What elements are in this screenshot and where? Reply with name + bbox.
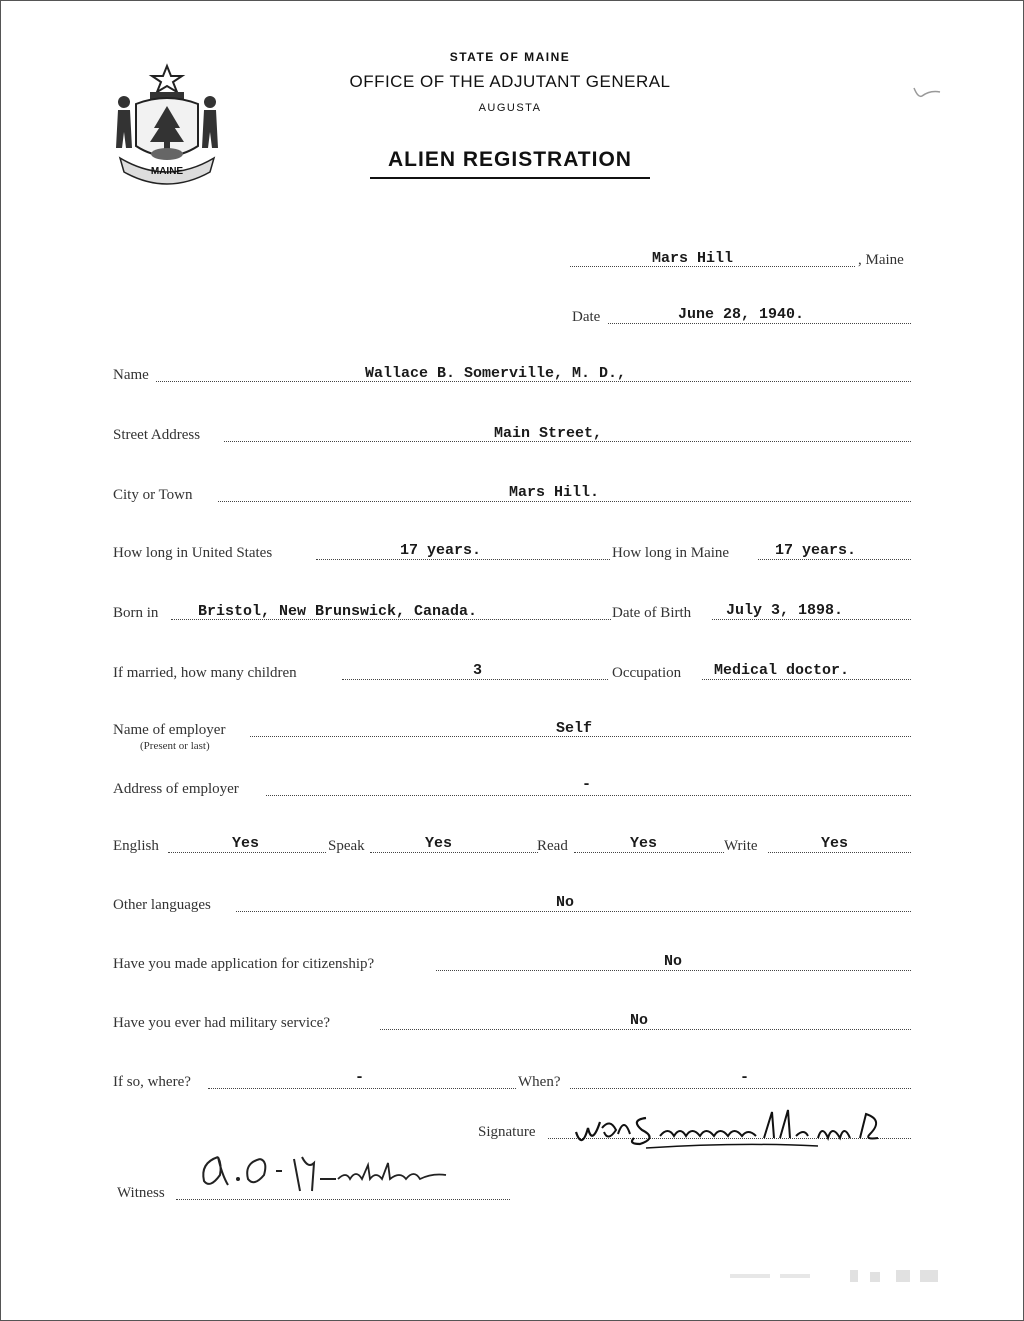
military-line — [380, 1029, 911, 1030]
employer-address-value: - — [582, 776, 592, 793]
occupation-label: Occupation — [612, 665, 682, 681]
other-languages-label: Other languages — [113, 897, 211, 913]
employer-sublabel: (Present or last) — [140, 740, 210, 752]
employer-label: Name of employer — [113, 722, 226, 738]
witness-label: Witness — [117, 1185, 165, 1201]
when-label: When? — [518, 1074, 561, 1090]
read-value: Yes — [630, 835, 658, 852]
city-line — [218, 501, 911, 502]
date-of-birth-value: July 3, 1898. — [726, 602, 844, 619]
where-line — [208, 1088, 516, 1089]
military-label: Have you ever had military service? — [113, 1015, 330, 1031]
write-line — [768, 852, 911, 853]
citizenship-line — [436, 970, 911, 971]
date-label: Date — [572, 309, 601, 325]
born-in-label: Born in — [113, 605, 159, 621]
english-label: English — [113, 838, 159, 854]
other-languages-line — [236, 911, 911, 912]
english-line — [168, 852, 326, 853]
witness-line — [176, 1199, 510, 1200]
street-address-value: Main Street, — [494, 425, 603, 442]
how-long-maine-line — [758, 559, 911, 560]
street-address-label: Street Address — [113, 427, 201, 443]
children-line — [342, 679, 608, 680]
place-suffix: , Maine — [858, 252, 904, 268]
name-value: Wallace B. Somerville, M. D., — [365, 365, 627, 382]
where-label: If so, where? — [113, 1074, 191, 1090]
how-long-maine-label: How long in Maine — [612, 545, 730, 561]
how-long-maine-value: 17 years. — [775, 542, 857, 559]
when-line — [570, 1088, 911, 1089]
place-value: Mars Hill — [652, 250, 734, 267]
date-of-birth-line — [712, 619, 911, 620]
signature-handwriting — [568, 1098, 908, 1160]
speak-label: Speak — [328, 838, 365, 854]
check-mark-icon — [912, 82, 942, 102]
state-heading: STATE OF MAINE — [449, 50, 571, 64]
faded-stamp-marks — [720, 1268, 980, 1286]
when-value: - — [740, 1069, 750, 1086]
city-heading: AUGUSTA — [478, 102, 542, 114]
write-label: Write — [724, 838, 758, 854]
where-value: - — [355, 1069, 365, 1086]
military-value: No — [630, 1012, 649, 1029]
other-languages-value: No — [556, 894, 575, 911]
citizenship-value: No — [664, 953, 683, 970]
employer-address-line — [266, 795, 911, 796]
occupation-line — [702, 679, 911, 680]
seal-ribbon-text: MAINE — [150, 166, 184, 177]
witness-handwriting — [196, 1145, 466, 1197]
date-line — [608, 323, 911, 324]
city-label: City or Town — [113, 487, 193, 503]
name-label: Name — [113, 367, 149, 383]
maine-state-seal-icon — [106, 62, 228, 190]
employer-address-label: Address of employer — [113, 781, 239, 797]
children-label: If married, how many children — [113, 665, 297, 681]
children-value: 3 — [473, 662, 483, 679]
employer-value: Self — [556, 720, 593, 737]
write-value: Yes — [821, 835, 849, 852]
speak-line — [370, 852, 538, 853]
how-long-us-label: How long in United States — [113, 545, 273, 561]
title-underline — [370, 177, 650, 179]
form-title: ALIEN REGISTRATION — [388, 148, 632, 171]
citizenship-label: Have you made application for citizenship? — [113, 956, 375, 972]
how-long-us-value: 17 years. — [400, 542, 482, 559]
signature-label: Signature — [478, 1124, 536, 1140]
speak-value: Yes — [425, 835, 453, 852]
read-line — [574, 852, 724, 853]
date-value: June 28, 1940. — [678, 306, 805, 323]
born-in-value: Bristol, New Brunswick, Canada. — [198, 603, 478, 620]
office-heading: OFFICE OF THE ADJUTANT GENERAL — [349, 72, 671, 91]
read-label: Read — [537, 838, 568, 854]
occupation-value: Medical doctor. — [714, 662, 850, 679]
date-of-birth-label: Date of Birth — [612, 605, 692, 621]
city-value: Mars Hill. — [509, 484, 600, 501]
how-long-us-line — [316, 559, 610, 560]
english-value: Yes — [232, 835, 260, 852]
